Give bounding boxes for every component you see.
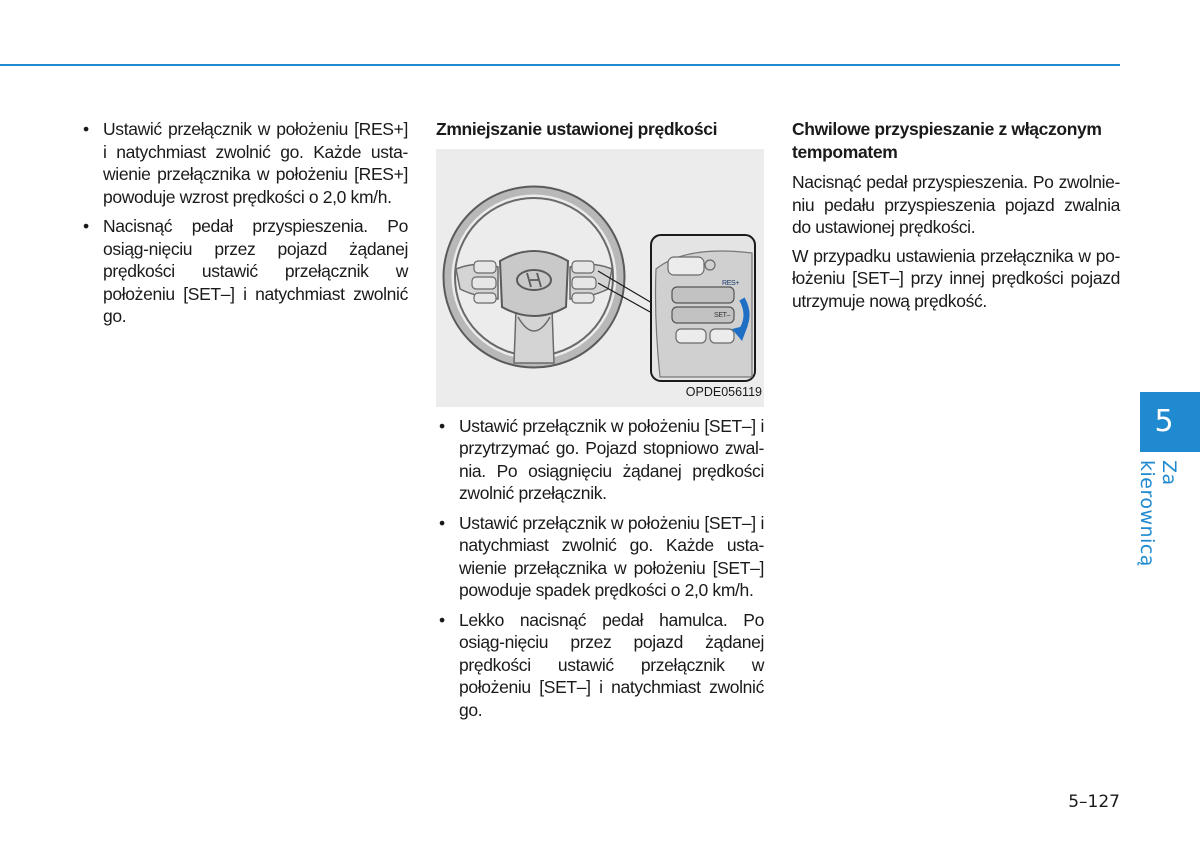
section-heading: Chwilowe przyspieszanie z włączonym tempomatem [792,119,1102,162]
bullet-list [80,118,408,328]
column-left [80,118,408,335]
chapter-number: 5 [1154,404,1174,439]
chapter-title: Za kierownicą [1136,460,1180,567]
paragraph: Nacisnąć pedał przyspieszenia. Po zwolnie-niu pedału przyspieszenia pojazd zwalnia do ustawionej prędkości. [792,172,1120,237]
page-number: 5–127 [1068,792,1120,812]
set-switch-label: SET– [714,311,731,319]
bullet-icon: • [439,609,445,630]
steering-wheel-figure [436,149,764,407]
bullet-icon: • [439,415,445,436]
list-item [436,512,764,602]
list-item [436,415,764,505]
list-item-text: Lekko nacisnąć pedał hamulca. Po osiąg-nięciu przez pojazd żądanej prędkości ustawić przełącznik w położeniu [SET–] i natychmiast zwolnić go. [459,609,764,720]
column-right [792,118,1120,318]
column-middle [436,118,764,728]
list-item-text: Ustawić przełącznik w położeniu [RES+] i natychmiast zwolnić go. Każde usta-wienie przełącznika w położeniu [RES+] powoduje wzrost prędkości o 2,0 km/h. [103,119,408,207]
figure-code: OPDE056119 [685,385,762,399]
header-rule [0,64,1120,66]
list-item-text: Ustawić przełącznik w położeniu [SET–] i przytrzymać go. Pojazd stopniowo zwal-nia. Po osiągnięciu żądanej prędkości zwolnić przełącznik. [459,415,764,503]
section-heading: Zmniejszanie ustawionej prędkości [436,119,718,139]
list-item-text: Nacisnąć pedał przyspieszenia. Po osiąg-nięciu przez pojazd żądanej prędkości ustawić przełącznik w położeniu [SET–] i natychmiast zwolnić go. [103,216,408,326]
bullet-icon: • [83,216,89,236]
list-item [80,215,408,328]
res-switch-label: RES+ [722,279,740,287]
bullet-icon: • [439,512,445,533]
bullet-icon: • [83,119,89,139]
paragraph: W przypadku ustawienia przełącznika w po-łożeniu [SET–] przy innej prędkości pojazd utrzymuje nową prędkość. [792,245,1120,311]
list-item [80,118,408,208]
bullet-list [436,415,764,722]
list-item [436,609,764,722]
list-item-text: Ustawić przełącznik w położeniu [SET–] i natychmiast zwolnić go. Każde usta-wienie przełącznika w położeniu [SET–] powoduje spadek prędkości o 2,0 km/h. [459,512,764,600]
steering-wheel-illustration [436,149,764,407]
